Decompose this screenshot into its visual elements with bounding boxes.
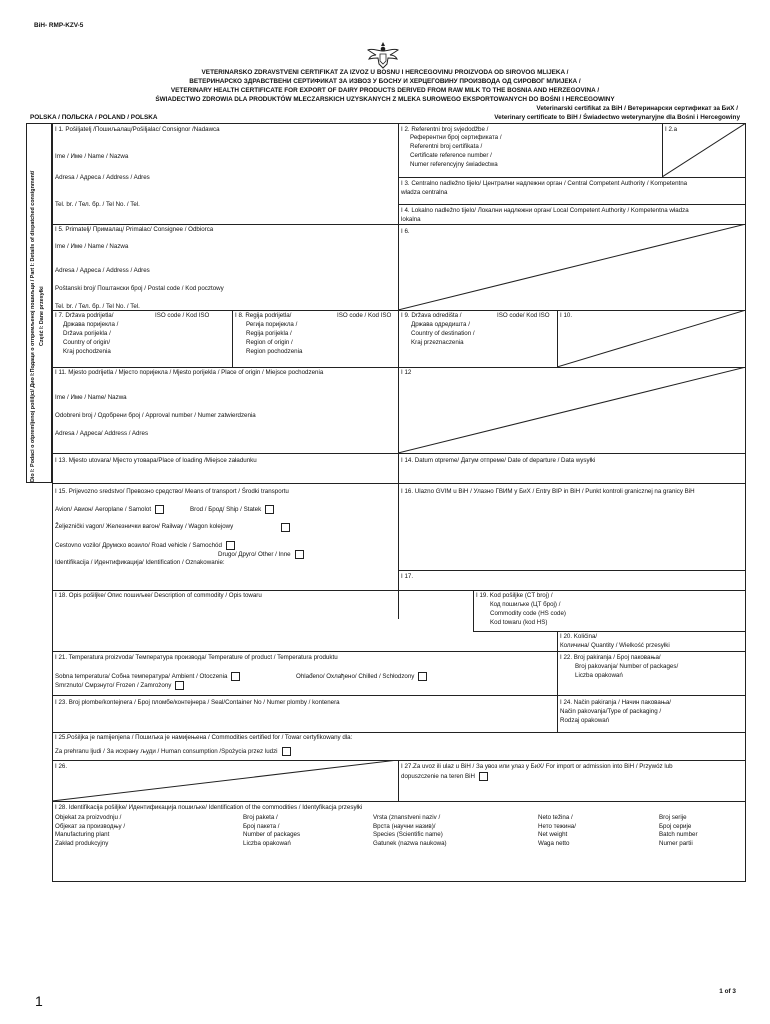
- field-i5-name[interactable]: Ime / Име / Name / Nazwa: [55, 243, 129, 250]
- field-i1-name[interactable]: Ime / Име / Name / Nazwa: [55, 153, 129, 160]
- field-i2-line-3: Referentni broj certifikata /: [410, 143, 483, 150]
- temp-chilled-label: Ohlađeno/ Охлађено/ Chilled / Schłodzony: [296, 673, 415, 681]
- field-i22-line-1: I 22. Broj pakiranja / Број паковања/: [560, 654, 661, 661]
- field-i9-iso-code[interactable]: ISO code/ Kod ISO: [497, 312, 550, 319]
- field-i19-line-3: Commodity code (HS code): [490, 610, 566, 617]
- field-i4-line-1: I 4. Lokalno nadležno tijelo/ Локални надлежни орган/ Local Competent Authority / Kompetentna władza: [401, 207, 689, 214]
- transport-railway-label: Željeznički vagon/ Железнички вагон/ Railway / Wagon kolejowy: [55, 523, 234, 530]
- certificate-title-line-4: ŚWIADECTWO ZDROWIA DLA PRODUKTÓW MLECZARSKICH UZYSKANYCH Z MLEKA SUROWEGO EKSPORTOWANYCH DO BOŚNI I HERCEGOWINY: [155, 96, 615, 103]
- field-i16[interactable]: I 16. Ulazno GVIM u BiH / Улазно ГВИМ у БиХ / Entry BIP in BiH / Punkt kontroli granicznej na granicy BiH: [401, 488, 695, 495]
- field-i19-line-2: Код пошиљке (ЦТ број) /: [490, 601, 561, 608]
- transport-other-label: Drugo/ Друго/ Other / Inne: [218, 551, 291, 559]
- field-i20-line-2[interactable]: Количина/ Quantity / Wielkość przesyłki: [560, 642, 670, 649]
- transport-aeroplane-label: Avion/ Авион/ Aeroplane / Samolot: [55, 506, 152, 514]
- field-i24-line-1: I 24. Način pakiranja / Начин паковања/: [560, 699, 672, 706]
- field-i10[interactable]: I 10.: [560, 312, 573, 319]
- field-i8-line-3: Regija porijekla /: [246, 330, 292, 337]
- field-i22-line-2: Broj pakovanja/ Number of packages/: [575, 663, 679, 670]
- field-i9-line-4[interactable]: Kraj przeznaczenia: [411, 339, 464, 346]
- field-i7-line-3: Država porijekla /: [63, 330, 111, 337]
- page-number: 1: [35, 993, 43, 1009]
- field-i17[interactable]: I 17.: [401, 573, 414, 580]
- human-consumption-label: Za prehranu ljudi / За исхрану људи / Human consumption /Spożycia przez ludzi: [55, 748, 278, 756]
- i28-col-number-of-packages: Broj paketa / Број пакета / Number of packages Liczba opakowań: [243, 814, 301, 847]
- field-i8-line-1: I 8. Regija podrijetla/: [235, 312, 292, 319]
- field-i24-line-3[interactable]: Rodzaj opakowań: [560, 717, 610, 724]
- field-i27-line-1: I 27.Za uvoz ili ulaz u BiH / За увоз или улаз у БиХ/ For import or admission into BiH / Przywóz lub: [401, 763, 673, 770]
- field-i9-line-3: Country of destination /: [411, 330, 475, 337]
- field-i2-line-1: I 2. Referentni broj svjedodžbe /: [401, 126, 489, 133]
- temp-frozen-checkbox[interactable]: [175, 681, 184, 690]
- temp-frozen-label: Smrznuto/ Смрзнуто/ Frozen / Zamrożony: [55, 682, 172, 690]
- transport-railway-checkbox[interactable]: [281, 523, 290, 532]
- field-i5-address[interactable]: Adresa / Адреса / Address / Adres: [55, 267, 150, 274]
- field-i11-address[interactable]: Adresa / Адреса/ Address / Adres: [55, 430, 149, 437]
- field-i11-approval-number[interactable]: Odobreni broj / Одобрени број / Approval number / Numer zatwierdzenia: [55, 412, 256, 419]
- i10-strike-diagonal: [557, 310, 746, 367]
- temp-ambient-label: Sobna temperatura/ Собна температура/ Ambient / Otoczenia: [55, 673, 228, 681]
- transport-aeroplane-checkbox[interactable]: [155, 505, 164, 514]
- field-i11-heading: I 11. Mjesto podrijetla / Мјесто поријекла / Mjesto porijekla / Place of origin / Miejsce pochodzenia: [55, 369, 324, 376]
- field-i2-line-5[interactable]: Numer referencyjny świadectwa: [410, 161, 498, 168]
- transport-ship-checkbox[interactable]: [265, 505, 274, 514]
- field-i15-heading: I 15. Prijevozno sredstvo/ Превозно средство/ Means of transport / Środki transportu: [55, 488, 289, 495]
- field-i1-tel[interactable]: Tel. br. / Тел. бр. / Tel No. / Tel.: [55, 201, 140, 208]
- i28-col-net-weight: Neto težina / Нето тежина/ Net weight Waga netto: [538, 814, 576, 847]
- document-code: BiH- RMP-KZV-5: [34, 22, 84, 29]
- i28-col-batch-number: Broj serije Број серије Batch number Numer partii: [659, 814, 698, 847]
- part-one-side-label-2: Część I: Dane przesyłki: [39, 286, 45, 346]
- field-i19-line-4[interactable]: Kod towaru (kod HS): [490, 619, 548, 626]
- transport-road-vehicle-checkbox[interactable]: [226, 541, 235, 550]
- field-i9-line-2: Држава одредишта /: [411, 321, 470, 328]
- country-label: POLSKA / ПОЛЬСКА / POLAND / POLSKA: [30, 114, 158, 121]
- field-i23[interactable]: I 23. Broj plombe/kontejnera / Број пломбе/контејнера / Seal/Container No / Numer plomby / kontenera: [55, 699, 340, 706]
- certificate-title-line-1: VETERINARSKO ZDRAVSTVENI CERTIFIKAT ZA IZVOZ U BOSNU I HERCEGOVINU PROIZVODA OD SIROVOG MLIJEKA /: [201, 69, 569, 76]
- field-i5-postal-code[interactable]: Poštanski broj/ Поштански број / Postal code / Kod pocztowy: [55, 285, 224, 292]
- field-i2-line-4: Certificate reference number /: [410, 152, 492, 159]
- field-i8-line-4: Region of origin /: [246, 339, 293, 346]
- page-count: 1 of 3: [719, 988, 736, 995]
- field-i6[interactable]: I 6.: [401, 228, 410, 235]
- i26-strike-diagonal: [52, 760, 398, 801]
- i2a-strike-diagonal: [662, 123, 746, 177]
- i28-col-species: Vrsta (znanstveni naziv / Врста (научни назив)/ Species (Scientific name) Gatunek (nazwa naukowa): [373, 814, 447, 847]
- field-i20-line-1: I 20. Količina/: [560, 633, 598, 640]
- certificate-title-line-3: VETERINARY HEALTH CERTIFICATE FOR EXPORT OF DAIRY PRODUCTS DERIVED FROM RAW MILK TO THE BOSNIA AND HERZEGOVINA /: [170, 87, 600, 94]
- transport-road-vehicle-label: Cestovno vozilo/ Друмско возило/ Road vehicle / Samochód: [55, 542, 222, 550]
- field-i11-name[interactable]: Ime / Име / Name/ Nazwa: [55, 394, 127, 401]
- field-i2-line-2: Референтни број сертификата /: [410, 134, 502, 141]
- transport-ship-label: Brod / Брод/ Ship / Statek: [190, 506, 262, 514]
- field-i18[interactable]: I 18. Opis pošiljke/ Опис пошиљке/ Description of commodity / Opis towaru: [55, 592, 262, 599]
- i6-strike-diagonal: [398, 224, 746, 310]
- field-i9-line-1: I 9. Država odredišta /: [401, 312, 462, 319]
- field-i12[interactable]: I 12: [401, 369, 412, 376]
- field-i3-line-1: I 3. Centralno nadležno tijelo/ Централни надлежни орган / Central Competent Authority / Kompetentna: [401, 180, 688, 187]
- certificate-title-line-2: ВЕТЕРИНАРСКО ЗДРАВСТВЕНИ СЕРТИФИКАТ ЗА ИЗВОЗ У БОСНУ И ХЕРЦЕГОВИНУ ПРОИЗВОДА ОД СИРОВОГ МЛИЈЕКА /: [189, 78, 581, 85]
- field-i21-heading: I 21. Temperatura proizvoda/ Температура производа/ Temperature of product / Temperatura produktu: [55, 654, 338, 661]
- field-i24-line-2: Način pakovanja/Type of packaging /: [560, 708, 662, 715]
- field-i7-iso-code[interactable]: ISO code / Kod ISO: [155, 312, 210, 319]
- human-consumption-checkbox[interactable]: [282, 747, 291, 756]
- temp-ambient-checkbox[interactable]: [231, 672, 240, 681]
- vet-cert-label-line-2: Veterinary certificate to BiH / Świadectwo weterynaryjne dla Bośni i Hercegowiny: [494, 114, 740, 121]
- field-i7-line-4: Country of origin/: [63, 339, 111, 346]
- field-i8-iso-code[interactable]: ISO code / Kod ISO: [337, 312, 392, 319]
- temp-chilled-checkbox[interactable]: [418, 672, 427, 681]
- part-one-side-label: Dio I: Podaci o otpremljenoj pošiljci/ Дио I:Подаци о отпремљеној пошиљци / Part I: Details of dispatched consignment/: [30, 170, 36, 482]
- field-i1-address[interactable]: Adresa / Адреса / Address / Adres: [55, 174, 150, 181]
- field-i3-line-2[interactable]: władza centralna: [401, 189, 448, 196]
- import-admission-checkbox[interactable]: [479, 772, 488, 781]
- field-i14[interactable]: I 14. Datum otpreme/ Датум отпреме/ Date of departure / Data wysyłki: [401, 457, 596, 464]
- field-i19-line-1: I 19. Kod pošiljke (CT broj) /: [476, 592, 553, 599]
- vet-cert-label-line-1: Veterinarski certifikat za BiH / Ветеринарски сертификат за БиХ /: [536, 105, 738, 112]
- field-i4-line-2[interactable]: lokalna: [401, 216, 421, 223]
- field-i27-line-2: dopuszczenie na teren BiH: [401, 773, 475, 781]
- field-i1-heading: I 1. Pošiljatelj /Пошиљалац/Pošiljalac/ Consignor /Nadawca: [55, 126, 220, 133]
- field-i15-identification[interactable]: Identifikacija / Идентификација/ Identification / Oznakowanie:: [55, 559, 225, 566]
- field-i2a[interactable]: I 2.a: [665, 126, 678, 133]
- transport-other-checkbox[interactable]: [295, 550, 304, 559]
- field-i5-heading: I 5. Primatelj/ Прималац/ Primalac/ Consignee / Odbiorca: [55, 226, 214, 233]
- field-i28-heading: I 28. Identifikacija pošiljke/ Идентификација пошиљке/ Identification of the commodities / Identyfikacja przesyłki: [55, 804, 363, 811]
- field-i7-line-2: Држава поријекла /: [63, 321, 119, 328]
- field-i22-line-3[interactable]: Liczba opakowań: [575, 672, 623, 679]
- field-i13[interactable]: I 13. Mjesto utovara/ Мјесто утовара/Place of loading /Miejsce załadunku: [55, 457, 257, 464]
- field-i8-line-2: Регија поријекла /: [246, 321, 298, 328]
- field-i26[interactable]: I 26.: [55, 763, 68, 770]
- field-i7-line-5[interactable]: Kraj pochodzenia: [63, 348, 111, 355]
- field-i8-line-5[interactable]: Region pochodzenia: [246, 348, 303, 355]
- field-i25-heading: I 25.Pošiljka je namijenjena / Пошиљка је намијењена / Commodities certified for / Towar certyfikowany dla:: [55, 734, 353, 741]
- i12-strike-diagonal: [398, 367, 746, 453]
- i28-col-manufacturing-plant: Objekat za proizvodnju / Објекат за производњу / Manufacturing plant Zakład produkcyjny: [55, 814, 126, 847]
- field-i7-line-1: I 7. Država podrijetla/: [55, 312, 114, 319]
- field-i5-tel[interactable]: Tel. br. / Тел. бр. / Tel No. / Tel.: [55, 303, 140, 310]
